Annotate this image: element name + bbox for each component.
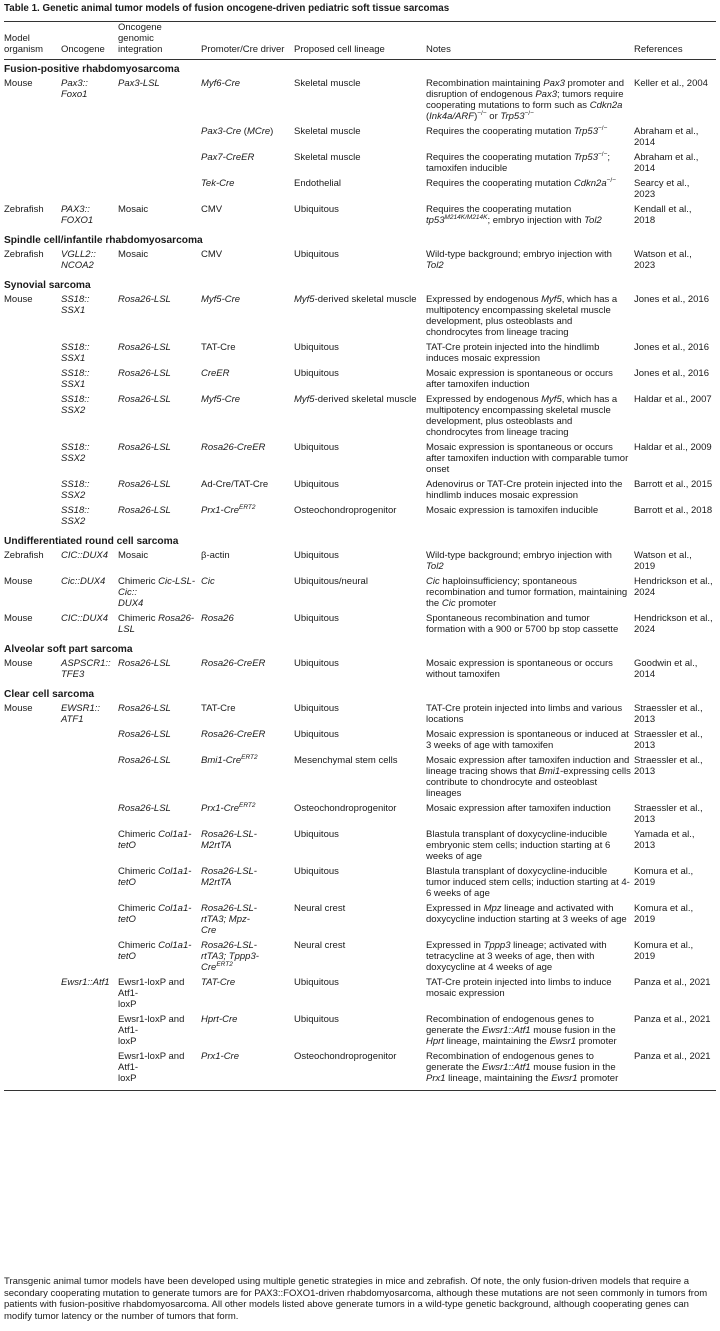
section-heading: Spindle cell/infantile rhabdomyosarcoma (4, 235, 203, 246)
cell-integration: Rosa26-LSL (118, 394, 171, 405)
cell-integration: Chimeric Rosa26- LSL (118, 613, 195, 635)
table-footnote: Transgenic animal tumor models have been developed using multiple genetic strategies in mice and zebrafish. Of note, the only fusion-driven models that require a secondary cooperating mutation to generate tumors are for PAX3::FOXO1-driven rhabdomyosarcoma, although these mutations are not seen commonly in tumors from patients with fusion-positive rhabdomyosarcoma. All other models listed above generate tumors in a wild-type genetic background, although cooperating genes can modify tumor latency or the number of tumors that form. (4, 1276, 708, 1322)
cell-integration: Rosa26-LSL (118, 505, 171, 516)
cell-organism (4, 504, 61, 530)
section-row (4, 683, 716, 702)
column-header-lineage: Proposed cell lineage (294, 44, 385, 55)
cell-notes: Mosaic expression after tamoxifen induction and lineage tracing shows that Bmi1-expressing cells contribute to chondrocyte and osteoblast lineages (426, 755, 631, 799)
cell-driver: TAT-Cre (201, 977, 236, 988)
cell-oncogene: SS18:: SSX1 (61, 342, 90, 364)
section-heading: Undifferentiated round cell sarcoma (4, 536, 179, 547)
cell-notes: Expressed by endogenous Myf5, which has a multipotency encompassing skeletal muscle development, plus osteoblasts and chondrocytes from lineage tracing (426, 294, 618, 338)
section-heading: Synovial sarcoma (4, 280, 91, 291)
cell-notes: Mosaic expression is spontaneous or occurs after tamoxifen induction with comparable tumor onset (426, 442, 629, 475)
cell-driver: TAT-Cre (201, 342, 236, 353)
cell-notes: Requires the cooperating mutation Trp53−/−; tamoxifen inducible (426, 150, 611, 174)
cell-driver: Rosa26-CreER (201, 442, 266, 453)
cell-lineage: Ubiquitous (294, 977, 339, 988)
cell-driver: Rosa26-CreER (201, 658, 266, 669)
cell-references: Straessler et al., 2013 (634, 755, 703, 777)
cell-references: Barrott et al., 2015 (634, 479, 713, 490)
column-header-references: References (634, 44, 683, 55)
cell-integration: Mosaic (118, 204, 149, 215)
cell-references: Kendall et al., 2018 (634, 204, 692, 226)
cell-notes: Spontaneous recombination and tumor formation with a 900 or 5700 bp stop cassette (426, 613, 619, 635)
cell-notes: Cic haploinsufficiency; spontaneous recombination and tumor formation, maintaining the Cic promoter (426, 576, 628, 609)
cell-oncogene: Cic::DUX4 (61, 576, 106, 587)
cell-lineage: Neural crest (294, 903, 346, 914)
cell-lineage: Ubiquitous (294, 829, 339, 840)
data-table (4, 21, 716, 1091)
cell-lineage: Ubiquitous (294, 368, 339, 379)
cell-oncogene (61, 177, 118, 203)
section-row (4, 229, 716, 248)
cell-notes: Requires the cooperating mutation Trp53−/− (426, 124, 608, 137)
cell-notes: Mosaic expression is tamoxifen inducible (426, 505, 599, 516)
cell-organism (4, 177, 61, 203)
cell-organism: Mouse (4, 78, 33, 89)
cell-integration: Rosa26-LSL (118, 479, 171, 490)
table-row (4, 865, 716, 902)
cell-integration: Rosa26-LSL (118, 729, 171, 740)
table-row (4, 203, 716, 229)
column-header-driver: Promoter/Cre driver (201, 44, 285, 55)
cell-references: Haldar et al., 2009 (634, 442, 712, 453)
cell-driver: Rosa26-LSL- rtTA3; Mpz- Cre (201, 903, 257, 936)
cell-lineage: Osteochondroprogenitor (294, 1050, 426, 1091)
column-header-notes: Notes (426, 44, 451, 55)
cell-integration: Mosaic (118, 550, 149, 561)
cell-notes: Expressed by endogenous Myf5, which has a multipotency encompassing skeletal muscle development, plus osteoblasts and chondrocytes from lineage tracing (426, 394, 618, 438)
cell-lineage: Ubiquitous (294, 658, 339, 669)
cell-notes: Blastula transplant of doxycycline-inducible embryonic stem cells; induction starting at 6 weeks of age (426, 829, 611, 862)
cell-integration: Rosa26-LSL (118, 755, 171, 766)
table-row (4, 367, 716, 393)
cell-lineage: Ubiquitous (294, 703, 339, 714)
cell-oncogene: SS18:: SSX2 (61, 479, 90, 501)
header-row (4, 22, 716, 60)
cell-lineage: Skeletal muscle (294, 78, 361, 89)
cell-lineage: Mesenchymal stem cells (294, 755, 398, 766)
cell-organism: Zebrafish (4, 550, 44, 561)
cell-organism (4, 828, 61, 865)
cell-oncogene (61, 902, 118, 939)
cell-references: Jones et al., 2016 (634, 342, 709, 353)
table-body (4, 60, 716, 1091)
cell-references: Hendrickson et al., 2024 (634, 576, 713, 598)
cell-lineage: Skeletal muscle (294, 126, 361, 137)
cell-oncogene: ASPSCR1:: TFE3 (61, 658, 111, 680)
cell-notes: Mosaic expression is spontaneous or induced at 3 weeks of age with tamoxifen (426, 729, 629, 751)
cell-oncogene: CIC::DUX4 (61, 550, 108, 561)
table-row (4, 802, 716, 828)
cell-oncogene (61, 939, 118, 976)
cell-organism: Zebrafish (4, 249, 44, 260)
cell-notes: Requires the cooperating mutation $tp53^{M214K/M214K}$; embryo injection with Tol2 (426, 204, 602, 226)
section-heading: Clear cell sarcoma (4, 689, 95, 700)
cell-oncogene (61, 125, 118, 151)
cell-organism (4, 151, 61, 177)
cell-driver: Cic (201, 576, 215, 587)
cell-references: Straessler et al., 2013 (634, 703, 703, 725)
table-row (4, 151, 716, 177)
cell-driver: Prx1-Cre (201, 1050, 294, 1091)
cell-driver: Prx1-Cre$^{ERT2}$ (201, 503, 256, 516)
cell-driver: Pax7-CreER (201, 152, 255, 163)
cell-lineage: Ubiquitous (294, 204, 339, 215)
cell-lineage: Ubiquitous (294, 249, 339, 260)
cell-lineage: Ubiquitous (294, 442, 339, 453)
cell-organism (4, 939, 61, 976)
cell-lineage: Myf5-derived skeletal muscle (294, 294, 417, 305)
cell-references: Abraham et al., 2014 (634, 152, 699, 174)
cell-notes: Blastula transplant of doxycycline-inducible tumor induced stem cells; induction starting at 4-6 weeks of age (426, 866, 630, 899)
table-row (4, 441, 716, 478)
cell-integration: Rosa26-LSL (118, 703, 171, 714)
table-row (4, 393, 716, 441)
cell-notes: TAT-Cre protein injected into limbs to induce mosaic expression (426, 977, 612, 999)
cell-lineage: Skeletal muscle (294, 152, 361, 163)
table-row (4, 248, 716, 274)
cell-organism: Mouse (4, 294, 33, 305)
cell-oncogene (61, 1013, 118, 1050)
cell-references: Searcy et al., 2023 (634, 178, 690, 200)
table-row (4, 754, 716, 802)
table-row (4, 504, 716, 530)
cell-oncogene (61, 802, 118, 828)
cell-oncogene: Pax3:: Foxo1 (61, 78, 88, 100)
cell-references: Jones et al., 2016 (634, 368, 709, 379)
cell-organism (4, 441, 61, 478)
cell-notes: Mosaic expression is spontaneous or occurs after tamoxifen induction (426, 368, 613, 390)
cell-integration: Chimeric Col1a1- tetO (118, 829, 192, 851)
cell-integration: Rosa26-LSL (118, 803, 171, 814)
cell-organism (4, 367, 61, 393)
cell-oncogene: SS18:: SSX1 (61, 294, 90, 316)
cell-notes: Expressed in Mpz lineage and activated with doxycycline induction starting at 3 weeks of age (426, 903, 627, 925)
table-row (4, 341, 716, 367)
cell-references: Panza et al., 2021 (634, 1050, 716, 1091)
cell-integration: Rosa26-LSL (118, 442, 171, 453)
cell-driver: Tek-Cre (201, 178, 235, 189)
cell-notes: TAT-Cre protein injected into the hindlimb induces mosaic expression (426, 342, 600, 364)
cell-integration: Pax3-LSL (118, 78, 160, 89)
cell-references: Komura et al., 2019 (634, 940, 694, 962)
cell-organism (4, 341, 61, 367)
cell-lineage: Ubiquitous (294, 1014, 339, 1025)
cell-references: Komura et al., 2019 (634, 903, 694, 925)
cell-organism: Mouse (4, 576, 33, 587)
cell-organism (4, 1013, 61, 1050)
cell-driver: Rosa26-LSL- M2rtTA (201, 829, 257, 851)
section-heading: Fusion-positive rhabdomyosarcoma (4, 64, 180, 75)
cell-oncogene: SS18:: SSX1 (61, 368, 90, 390)
cell-integration (118, 177, 201, 203)
cell-organism (4, 478, 61, 504)
cell-lineage: Myf5-derived skeletal muscle (294, 394, 417, 405)
cell-integration: Chimeric Cic-LSL-Cic:: DUX4 (118, 576, 196, 609)
cell-driver: Rosa26-LSL- M2rtTA (201, 866, 257, 888)
cell-integration: Chimeric Col1a1- tetO (118, 940, 192, 962)
cell-references: Goodwin et al., 2014 (634, 658, 698, 680)
cell-driver: Rosa26-LSL- rtTA3; Tppp3- Cre$^{ERT2}$ (201, 940, 259, 973)
cell-organism (4, 728, 61, 754)
cell-driver: CreER (201, 368, 230, 379)
cell-lineage: Ubiquitous (294, 729, 339, 740)
cell-driver: Myf6-Cre (201, 78, 241, 89)
table-row (4, 478, 716, 504)
table-row (4, 575, 716, 612)
cell-oncogene (61, 865, 118, 902)
cell-driver: CMV (201, 249, 223, 260)
cell-oncogene (61, 1050, 118, 1091)
cell-oncogene: SS18:: SSX2 (61, 394, 90, 416)
cell-lineage: Ubiquitous (294, 342, 339, 353)
cell-organism: Mouse (4, 613, 33, 624)
cell-organism (4, 125, 61, 151)
cell-notes: Expressed in Tppp3 lineage; activated with tetracycline at 3 weeks of age, then with doxycycline at 4 weeks of age (426, 940, 607, 973)
cell-integration: Chimeric Col1a1- tetO (118, 866, 192, 888)
table-row (4, 702, 716, 728)
cell-references: Panza et al., 2021 (634, 977, 711, 988)
table-row (4, 77, 716, 125)
cell-oncogene: CIC::DUX4 (61, 613, 108, 624)
cell-oncogene: Ewsr1::Atf1 (61, 977, 110, 988)
cell-notes: Recombination of endogenous genes to generate the Ewsr1::Atf1 mouse fusion in the Hprt lineage, maintaining the Ewsr1 promoter (426, 1014, 617, 1047)
column-header-oncogene: Oncogene (61, 44, 105, 55)
table-row (4, 293, 716, 341)
table-row (4, 1050, 716, 1091)
cell-references: Straessler et al., 2013 (634, 729, 703, 751)
cell-organism (4, 754, 61, 802)
cell-driver: Hprt-Cre (201, 1014, 238, 1025)
cell-notes: TAT-Cre protein injected into limbs and various locations (426, 703, 623, 725)
cell-oncogene (61, 828, 118, 865)
cell-lineage: Ubiquitous/neural (294, 576, 368, 587)
cell-references: Haldar et al., 2007 (634, 394, 712, 405)
cell-driver: Pax3-Cre (MCre) (201, 126, 274, 137)
cell-organism: Mouse (4, 658, 33, 669)
cell-notes: Adenovirus or TAT-Cre protein injected into the hindlimb induces mosaic expression (426, 479, 623, 501)
cell-driver: TAT-Cre (201, 703, 236, 714)
cell-lineage: Neural crest (294, 940, 346, 951)
cell-integration: Rosa26-LSL (118, 658, 171, 669)
cell-integration: Mosaic (118, 249, 149, 260)
column-header-integration: Oncogene genomic integration (118, 22, 163, 55)
cell-integration: Rosa26-LSL (118, 294, 171, 305)
cell-notes: Mosaic expression is spontaneous or occurs without tamoxifen (426, 658, 613, 680)
cell-notes: Requires the cooperating mutation Cdkn2a−/− (426, 176, 617, 189)
cell-driver: β-actin (201, 550, 230, 561)
section-heading: Alveolar soft part sarcoma (4, 644, 133, 655)
section-row (4, 60, 716, 78)
cell-lineage: Endothelial (294, 178, 342, 189)
cell-references: Straessler et al., 2013 (634, 803, 703, 825)
table-row (4, 657, 716, 683)
section-row (4, 530, 716, 549)
table-row (4, 939, 716, 976)
cell-lineage: Osteochondroprogenitor (294, 803, 397, 814)
cell-organism (4, 393, 61, 441)
cell-driver: Myf5-Cre (201, 294, 241, 305)
cell-notes: Wild-type background; embryo injection with Tol2 (426, 249, 612, 271)
cell-organism (4, 802, 61, 828)
section-row (4, 638, 716, 657)
cell-references: Keller et al., 2004 (634, 78, 708, 89)
cell-lineage: Ubiquitous (294, 550, 339, 561)
cell-oncogene (61, 151, 118, 177)
cell-integration (118, 125, 201, 151)
cell-oncogene: SS18:: SSX2 (61, 442, 90, 464)
cell-oncogene (61, 754, 118, 802)
table-header (4, 22, 716, 60)
cell-references: Komura et al., 2019 (634, 866, 694, 888)
cell-references: Watson et al., 2023 (634, 249, 692, 271)
cell-driver: CMV (201, 204, 223, 215)
cell-oncogene: EWSR1:: ATF1 (61, 703, 101, 725)
cell-references: Jones et al., 2016 (634, 294, 709, 305)
table-row (4, 549, 716, 575)
cell-references: Panza et al., 2021 (634, 1014, 711, 1025)
cell-references: Abraham et al., 2014 (634, 126, 699, 148)
cell-oncogene: SS18:: SSX2 (61, 505, 90, 527)
cell-organism (4, 976, 61, 1013)
cell-lineage: Ubiquitous (294, 866, 339, 877)
cell-notes: Recombination maintaining Pax3 promoter and disruption of endogenous Pax3; tumors require cooperating mutations to form such as Cdkn2a (Ink4a/ARF)−/− or Trp53−/− (426, 78, 625, 122)
column-header-organism: Model organism (4, 33, 44, 55)
table-row (4, 1013, 716, 1050)
cell-organism: Zebrafish (4, 204, 44, 215)
table-row (4, 976, 716, 1013)
cell-integration: Ewsr1-loxP and Atf1- loxP (118, 1014, 185, 1047)
cell-integration: Ewsr1-loxP and Atf1- loxP (118, 977, 185, 1010)
cell-organism (4, 865, 61, 902)
table-row (4, 828, 716, 865)
cell-driver: Bmi1-Cre$^{ERT2}$ (201, 753, 258, 766)
cell-lineage: Ubiquitous (294, 613, 339, 624)
cell-organism (4, 902, 61, 939)
cell-integration: Ewsr1-loxP and Atf1- loxP (118, 1050, 201, 1091)
cell-lineage: Ubiquitous (294, 479, 339, 490)
table-row (4, 125, 716, 151)
table-title: Table 1. Genetic animal tumor models of fusion oncogene-driven pediatric soft tissue sarcomas (4, 3, 450, 14)
cell-oncogene (61, 728, 118, 754)
cell-oncogene: PAX3:: FOXO1 (61, 204, 94, 226)
cell-organism (4, 1050, 61, 1091)
cell-notes: Wild-type background; embryo injection with Tol2 (426, 550, 612, 572)
cell-references: Barrott et al., 2018 (634, 505, 713, 516)
cell-lineage: Osteochondroprogenitor (294, 505, 397, 516)
cell-organism: Mouse (4, 703, 33, 714)
cell-integration: Rosa26-LSL (118, 342, 171, 353)
cell-driver: Prx1-Cre$^{ERT2}$ (201, 801, 256, 814)
cell-notes: Recombination of endogenous genes to generate the Ewsr1::Atf1 mouse fusion in the Prx1 lineage, maintaining the Ewsr1 promoter (426, 1050, 634, 1091)
table-row (4, 612, 716, 638)
cell-integration: Rosa26-LSL (118, 368, 171, 379)
cell-driver: Rosa26 (201, 613, 234, 624)
cell-notes: Mosaic expression after tamoxifen induction (426, 803, 611, 814)
cell-references: Watson et al., 2019 (634, 550, 692, 572)
section-row (4, 274, 716, 293)
cell-oncogene: VGLL2:: NCOA2 (61, 249, 96, 271)
cell-integration: Chimeric Col1a1- tetO (118, 903, 192, 925)
cell-integration (118, 151, 201, 177)
table-row (4, 177, 716, 203)
table-row (4, 728, 716, 754)
table-row (4, 902, 716, 939)
cell-driver: Ad-Cre/TAT-Cre (201, 479, 269, 490)
cell-references: Yamada et al., 2013 (634, 829, 695, 851)
cell-references: Hendrickson et al., 2024 (634, 613, 713, 635)
cell-driver: Myf5-Cre (201, 394, 241, 405)
cell-driver: Rosa26-CreER (201, 729, 266, 740)
